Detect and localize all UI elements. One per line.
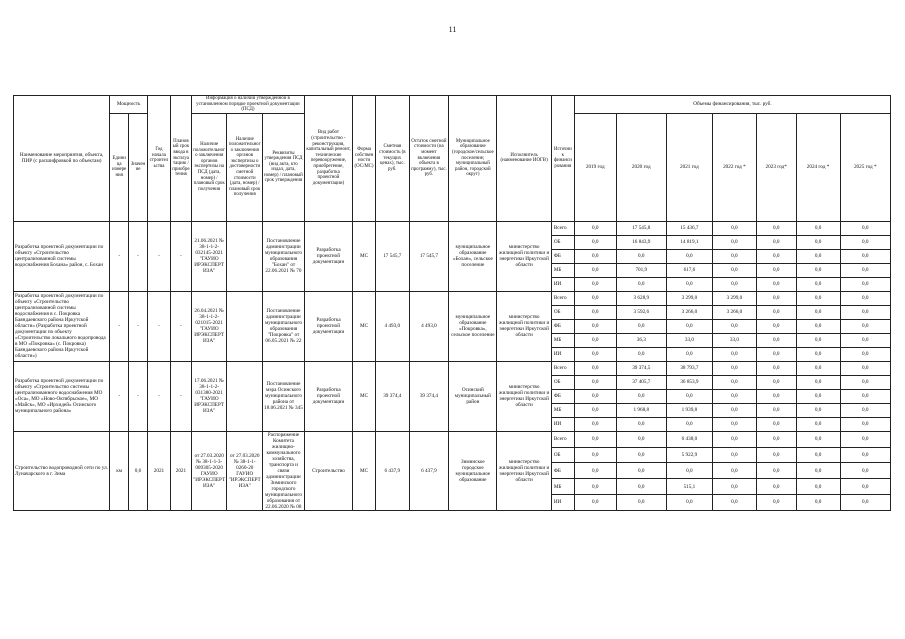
municipality-header: Муниципальное образование (городское/сельское поселение; муниципальный район, городской округ) xyxy=(449,96,497,222)
funding-value: 617,6 xyxy=(666,263,712,277)
funding-value: 0,0 xyxy=(840,221,890,235)
object-name: Разработка проектной документации по объекту «Строительство системы централизованного водоснабжения МО «Оса», МО «Ново-Октябрьское», МО «Майск», МО «Ирхидей» Осинского муниципального района» xyxy=(14,361,110,431)
planned-year: - xyxy=(170,221,191,291)
funding-value: 0,0 xyxy=(712,235,756,249)
estimated-cost: 6 437,9 xyxy=(376,431,409,510)
funding-value: 0,0 xyxy=(756,417,796,431)
funding-value: 0,0 xyxy=(840,417,890,431)
approval-details: Постановление администрации муниципального образования "Покровка" от 06.05.2021 № 22 xyxy=(263,291,305,361)
funding-value: 0,0 xyxy=(616,249,666,263)
funding-value: 0,0 xyxy=(840,463,890,479)
planned-year: 2021 xyxy=(170,431,191,510)
ownership: МС xyxy=(353,291,376,361)
remaining-cost-header: Остаток сметной стоимости (на момент включения объекта в программу), тыс. руб. xyxy=(409,96,449,222)
municipality: Осинский муниципальный район xyxy=(449,361,497,431)
funding-value: 0,0 xyxy=(616,463,666,479)
col-name-header: Наименование мероприятия, объекта, ПИР (с расшифровкой по объектам) xyxy=(14,96,110,222)
funding-value: 0,0 xyxy=(796,463,840,479)
funding-value: 0,0 xyxy=(756,479,796,495)
object-name: Разработка проектной документации по объекту «Строительство централизованной системы водоснабжения в с. Покровка Баяндаевского района Иркутской области» (Разработка проектной документации по объекту «Строительство локального водопровода в МО «Покровка» (с. Покровка) Баяндаевского района Иркутской области») xyxy=(14,291,110,361)
year-header: 2020 год xyxy=(616,113,666,221)
funding-value: 0,0 xyxy=(796,305,840,319)
funding-value: 0,0 xyxy=(574,479,616,495)
capacity-unit: - xyxy=(110,221,129,291)
docs-header: Информация о наличии утвержденной в установленном порядке проектной документации (ПСД) xyxy=(191,96,304,114)
executor-header: Исполнитель (наименование ИОГВ) xyxy=(497,96,551,222)
year-header: 2024 год * xyxy=(796,113,840,221)
funding-value: 0,0 xyxy=(756,319,796,333)
funding-value: 0,0 xyxy=(574,291,616,305)
year-header: 2019 год xyxy=(574,113,616,221)
funding-value: 0,0 xyxy=(840,375,890,389)
approval-header: Реквизиты утверждения ПСД (вид акта, кто издал, дата, номер) / плановый срок утверждения xyxy=(263,113,305,221)
funding-value: 0,0 xyxy=(756,291,796,305)
funding-value: 36,3 xyxy=(616,333,666,347)
expert-cost-header: Наличие положительного заключения органов экспертизы о достоверности сметной стоимости (дата, номер) / плановый срок получения xyxy=(227,113,263,221)
funding-value: 0,0 xyxy=(796,431,840,447)
funding-value: 0,0 xyxy=(840,447,890,463)
year-header: 2023 год* xyxy=(756,113,796,221)
expert-positive-header: Наличие положительного заключения органов экспертизы на ПСД (дата, номер) / плановый срок получения xyxy=(191,113,227,221)
funding-value: 0,0 xyxy=(574,417,616,431)
funding-value: 15 436,7 xyxy=(666,221,712,235)
expert-positive: от 27.03.2020 № 38-1-1-3-009305-2020 ГАУИО "ИРЭКСПЕРТИЗА" xyxy=(191,431,227,510)
capacity-value: - xyxy=(129,221,148,291)
funding-value: 0,0 xyxy=(574,347,616,361)
funding-value: 0,0 xyxy=(796,333,840,347)
estimated-cost: 39 374,4 xyxy=(376,361,409,431)
funding-value: 0,0 xyxy=(796,403,840,417)
funding-value: 0,0 xyxy=(756,463,796,479)
funding-value: 0,0 xyxy=(616,417,666,431)
funding-value: 0,0 xyxy=(840,305,890,319)
funding-value: 0,0 xyxy=(840,403,890,417)
start-year: 2021 xyxy=(147,431,170,510)
table-row xyxy=(14,431,891,447)
funding-value: 3 628,9 xyxy=(616,291,666,305)
funding-value: 701,9 xyxy=(616,263,666,277)
expert-cost xyxy=(227,221,263,291)
capacity-value: 0,6 xyxy=(129,431,148,510)
funding-value: 0,0 xyxy=(712,319,756,333)
funding-value: 0,0 xyxy=(712,447,756,463)
funding-value: 0,0 xyxy=(616,277,666,291)
funding-value: 0,0 xyxy=(666,249,712,263)
funding-value: 0,0 xyxy=(616,389,666,403)
funding-value: 0,0 xyxy=(712,249,756,263)
executor: министерство жилищной политики и энергетики Иркутской области xyxy=(497,431,551,510)
funding-value: 0,0 xyxy=(574,305,616,319)
object-name: Строительство водопроводной сети по ул. Луначарского в г. Зима xyxy=(14,431,110,510)
funding-value: 37 405,7 xyxy=(616,375,666,389)
expert-cost: от 27.03.2020 № 38-1-1-0260-20 ГАУИО "ИРЭКСПЕРТИЗА" xyxy=(227,431,263,510)
funding-value: 0,0 xyxy=(756,375,796,389)
funding-value: 0,0 xyxy=(796,263,840,277)
funding-value: 0,0 xyxy=(616,494,666,510)
page-number: 11 xyxy=(448,25,457,34)
approval-details: Постановление мэра Осинского муниципального района от 18.06.2021 № 345 xyxy=(263,361,305,431)
funding-value: 0,0 xyxy=(840,347,890,361)
table-row xyxy=(14,221,891,235)
planned-year-header: Плановый срок ввода в эксплуатацию / приобретения xyxy=(170,96,191,222)
funding-source: МБ xyxy=(551,263,574,277)
funding-value: 0,0 xyxy=(756,389,796,403)
ownership: МС xyxy=(353,431,376,510)
funding-value: 0,0 xyxy=(840,249,890,263)
funding-value: 33,0 xyxy=(712,333,756,347)
funding-value: 0,0 xyxy=(840,277,890,291)
funding-value: 3 592,6 xyxy=(616,305,666,319)
funding-value: 0,0 xyxy=(712,347,756,361)
approval-details: Распоряжение Комитета жилищно-коммунального хозяйства, транспорта и связи администрации Зиминского городского муниципального образования от 22.06.2020 № 08 xyxy=(263,431,305,510)
funding-value: 0,0 xyxy=(796,447,840,463)
expert-positive: 26.04.2021 № 38-1-1-2-021015-2021 "ГАУИО ИРЭКСПЕРТИЗА" xyxy=(191,291,227,361)
funding-value: 36 853,9 xyxy=(666,375,712,389)
municipality: муниципальное образование «Покровка», сельское поселение xyxy=(449,291,497,361)
funding-value: 0,0 xyxy=(840,263,890,277)
funding-source: ОБ xyxy=(551,375,574,389)
work-type: Строительство xyxy=(304,431,352,510)
funding-value: 0,0 xyxy=(616,447,666,463)
ownership: МС xyxy=(353,221,376,291)
table-body xyxy=(14,221,891,510)
work-type: Разработка проектной документации xyxy=(304,291,352,361)
table-row xyxy=(14,291,891,305)
funding-value: 0,0 xyxy=(796,277,840,291)
capacity-unit: км xyxy=(110,431,129,510)
funding-value: 0,0 xyxy=(616,319,666,333)
funding-value: 0,0 xyxy=(756,431,796,447)
funding-value: 0,0 xyxy=(574,333,616,347)
funding-value: 0,0 xyxy=(616,431,666,447)
start-year: - xyxy=(147,291,170,361)
object-name: Разработка проектной документации по объекту «Строительство централизованной системы водоснабжения Бохана» район, с. Бохан xyxy=(14,221,110,291)
funding-source: ИИ xyxy=(551,494,574,510)
executor: министерство жилищной политики и энергетики Иркутской области xyxy=(497,291,551,361)
funding-value: 515,1 xyxy=(666,479,712,495)
expert-positive: 21.06.2021 № 38-1-1-2-032145-2021 "ГАУИО ИРЭКСПЕРТИЗА" xyxy=(191,221,227,291)
funding-value: 0,0 xyxy=(666,389,712,403)
funding-value: 0,0 xyxy=(840,291,890,305)
funding-source: ИИ xyxy=(551,417,574,431)
funding-value: 1 968,8 xyxy=(616,403,666,417)
funding-value: 5 922,9 xyxy=(666,447,712,463)
funding-source: МБ xyxy=(551,479,574,495)
funding-value: 0,0 xyxy=(756,494,796,510)
funding-source: Всего xyxy=(551,431,574,447)
funding-value: 0,0 xyxy=(840,431,890,447)
funding-value: 0,0 xyxy=(712,375,756,389)
funding-value: 0,0 xyxy=(666,463,712,479)
funding-value: 3 299,0 xyxy=(712,291,756,305)
est-cost-header: Сметная стоимость (в текущих ценах), тыс. руб. xyxy=(376,96,409,222)
remaining-cost: 6 437,9 xyxy=(409,431,449,510)
funding-value: 14 819,1 xyxy=(666,235,712,249)
funding-value: 0,0 xyxy=(574,319,616,333)
municipality: муниципальное образование «Бохан», сельское поселение xyxy=(449,221,497,291)
funding-value: 39 374,5 xyxy=(616,361,666,375)
funding-value: 0,0 xyxy=(796,249,840,263)
ownership: МС xyxy=(353,361,376,431)
funding-value: 0,0 xyxy=(840,389,890,403)
year-header: 2021 год xyxy=(666,113,712,221)
funding-value: 0,0 xyxy=(796,361,840,375)
funding-value: 0,0 xyxy=(712,389,756,403)
funding-value: 0,0 xyxy=(756,221,796,235)
funding-value: 33,0 xyxy=(666,333,712,347)
funding-value: 0,0 xyxy=(712,403,756,417)
funding-value: 0,0 xyxy=(574,431,616,447)
funding-value: 0,0 xyxy=(840,319,890,333)
work-type-header: Вид работ (строительство - реконструкция, капитальный ремонт, технические перевооружение, приобретение, разработка проектной документации) xyxy=(304,96,352,222)
funding-value: 0,0 xyxy=(796,319,840,333)
capacity-value: - xyxy=(129,361,148,431)
start-year: - xyxy=(147,361,170,431)
funding-value: 0,0 xyxy=(616,347,666,361)
funding-value: 0,0 xyxy=(712,263,756,277)
funding-value: 0,0 xyxy=(574,463,616,479)
funding-value: 0,0 xyxy=(756,263,796,277)
funding-header: Объемы финансирования, тыс. руб. xyxy=(574,96,890,114)
funding-value: 0,0 xyxy=(666,494,712,510)
table-row xyxy=(14,361,891,375)
funding-value: 0,0 xyxy=(712,361,756,375)
funding-value: 0,0 xyxy=(756,235,796,249)
funding-value: 0,0 xyxy=(756,277,796,291)
approval-details: Постановление администрации муниципального образования "Бохан" от 22.06.2021 № 70 xyxy=(263,221,305,291)
ownership-header: Форма собственности (ОС/МС) xyxy=(353,96,376,222)
executor: министерство жилищной политики и энергетики Иркутской области xyxy=(497,361,551,431)
funding-source: Всего xyxy=(551,221,574,235)
expert-cost xyxy=(227,291,263,361)
funding-value: 0,0 xyxy=(712,494,756,510)
funding-source: Всего xyxy=(551,361,574,375)
investment-table xyxy=(13,95,891,511)
funding-value: 0,0 xyxy=(574,375,616,389)
year-header: 2022 год * xyxy=(712,113,756,221)
funding-source: Всего xyxy=(551,291,574,305)
funding-value: 0,0 xyxy=(574,361,616,375)
work-type: Разработка проектной документации xyxy=(304,361,352,431)
funding-value: 0,0 xyxy=(756,447,796,463)
funding-value: 0,0 xyxy=(796,479,840,495)
expert-cost xyxy=(227,361,263,431)
funding-value: 0,0 xyxy=(574,403,616,417)
funding-source: ФБ xyxy=(551,319,574,333)
funding-source: МБ xyxy=(551,333,574,347)
funding-source: ОБ xyxy=(551,235,574,249)
remaining-cost: 39 374,4 xyxy=(409,361,449,431)
funding-value: 3 299,0 xyxy=(666,291,712,305)
funding-value: 0,0 xyxy=(796,375,840,389)
funding-value: 0,0 xyxy=(756,333,796,347)
funding-value: 0,0 xyxy=(574,249,616,263)
funding-source: ОБ xyxy=(551,305,574,319)
funding-value: 38 793,7 xyxy=(666,361,712,375)
remaining-cost: 4 493,0 xyxy=(409,291,449,361)
unit-header: Единица измерения xyxy=(110,113,129,221)
funding-value: 0,0 xyxy=(616,479,666,495)
funding-value: 0,0 xyxy=(574,389,616,403)
funding-value: 0,0 xyxy=(712,417,756,431)
funding-value: 0,0 xyxy=(796,291,840,305)
funding-value: 0,0 xyxy=(666,347,712,361)
funding-source: МБ xyxy=(551,403,574,417)
capacity-unit: - xyxy=(110,361,129,431)
expert-positive: 17.06.2021 № 38-1-1-2-031380-2021 "ГАУИО ИРЭКСПЕРТИЗА" xyxy=(191,361,227,431)
funding-value: 0,0 xyxy=(756,305,796,319)
funding-value: 0,0 xyxy=(574,494,616,510)
funding-value: 0,0 xyxy=(840,361,890,375)
funding-value: 17 545,8 xyxy=(616,221,666,235)
funding-source: ФБ xyxy=(551,389,574,403)
capacity-value: - xyxy=(129,291,148,361)
funding-value: 0,0 xyxy=(840,479,890,495)
funding-value: 0,0 xyxy=(574,447,616,463)
work-type: Разработка проектной документации xyxy=(304,221,352,291)
funding-value: 0,0 xyxy=(574,277,616,291)
funding-value: 0,0 xyxy=(666,277,712,291)
funding-value: 0,0 xyxy=(840,235,890,249)
funding-source: ИИ xyxy=(551,277,574,291)
estimated-cost: 4 493,0 xyxy=(376,291,409,361)
municipality: Зиминское городское муниципальное образование xyxy=(449,431,497,510)
funding-source: ОБ xyxy=(551,447,574,463)
funding-value: 6 438,0 xyxy=(666,431,712,447)
funding-value: 0,0 xyxy=(756,347,796,361)
start-year: - xyxy=(147,221,170,291)
start-year-header: Год начала строительства xyxy=(147,96,170,222)
funding-value: 0,0 xyxy=(796,494,840,510)
funding-value: 0,0 xyxy=(574,235,616,249)
source-header: Источник финансирования xyxy=(551,96,574,222)
funding-value: 0,0 xyxy=(796,417,840,431)
executor: министерство жилищной политики и энергетики Иркутской области xyxy=(497,221,551,291)
funding-value: 0,0 xyxy=(756,403,796,417)
capacity-unit: - xyxy=(110,291,129,361)
funding-source: ФБ xyxy=(551,249,574,263)
funding-value: 0,0 xyxy=(796,389,840,403)
funding-source: ИИ xyxy=(551,347,574,361)
funding-value: 0,0 xyxy=(840,494,890,510)
funding-value: 3 266,0 xyxy=(666,305,712,319)
funding-value: 0,0 xyxy=(756,249,796,263)
funding-value: 0,0 xyxy=(712,277,756,291)
value-header: Значение xyxy=(129,113,148,221)
funding-value: 0,0 xyxy=(574,221,616,235)
year-header: 2025 год * xyxy=(840,113,890,221)
funding-value: 3 266,0 xyxy=(712,305,756,319)
funding-value: 0,0 xyxy=(712,431,756,447)
planned-year: - xyxy=(170,361,191,431)
capacity-header: Мощность xyxy=(110,96,148,114)
funding-value: 1 939,8 xyxy=(666,403,712,417)
funding-value: 0,0 xyxy=(666,319,712,333)
planned-year: - xyxy=(170,291,191,361)
funding-value: 0,0 xyxy=(796,347,840,361)
funding-value: 0,0 xyxy=(574,263,616,277)
funding-value: 16 843,9 xyxy=(616,235,666,249)
funding-value: 0,0 xyxy=(796,221,840,235)
funding-value: 0,0 xyxy=(756,361,796,375)
funding-value: 0,0 xyxy=(796,235,840,249)
remaining-cost: 17 545,7 xyxy=(409,221,449,291)
estimated-cost: 17 545,7 xyxy=(376,221,409,291)
funding-value: 0,0 xyxy=(712,463,756,479)
funding-value: 0,0 xyxy=(666,417,712,431)
funding-value: 0,0 xyxy=(712,221,756,235)
funding-value: 0,0 xyxy=(712,479,756,495)
funding-value: 0,0 xyxy=(840,333,890,347)
funding-source: ФБ xyxy=(551,463,574,479)
